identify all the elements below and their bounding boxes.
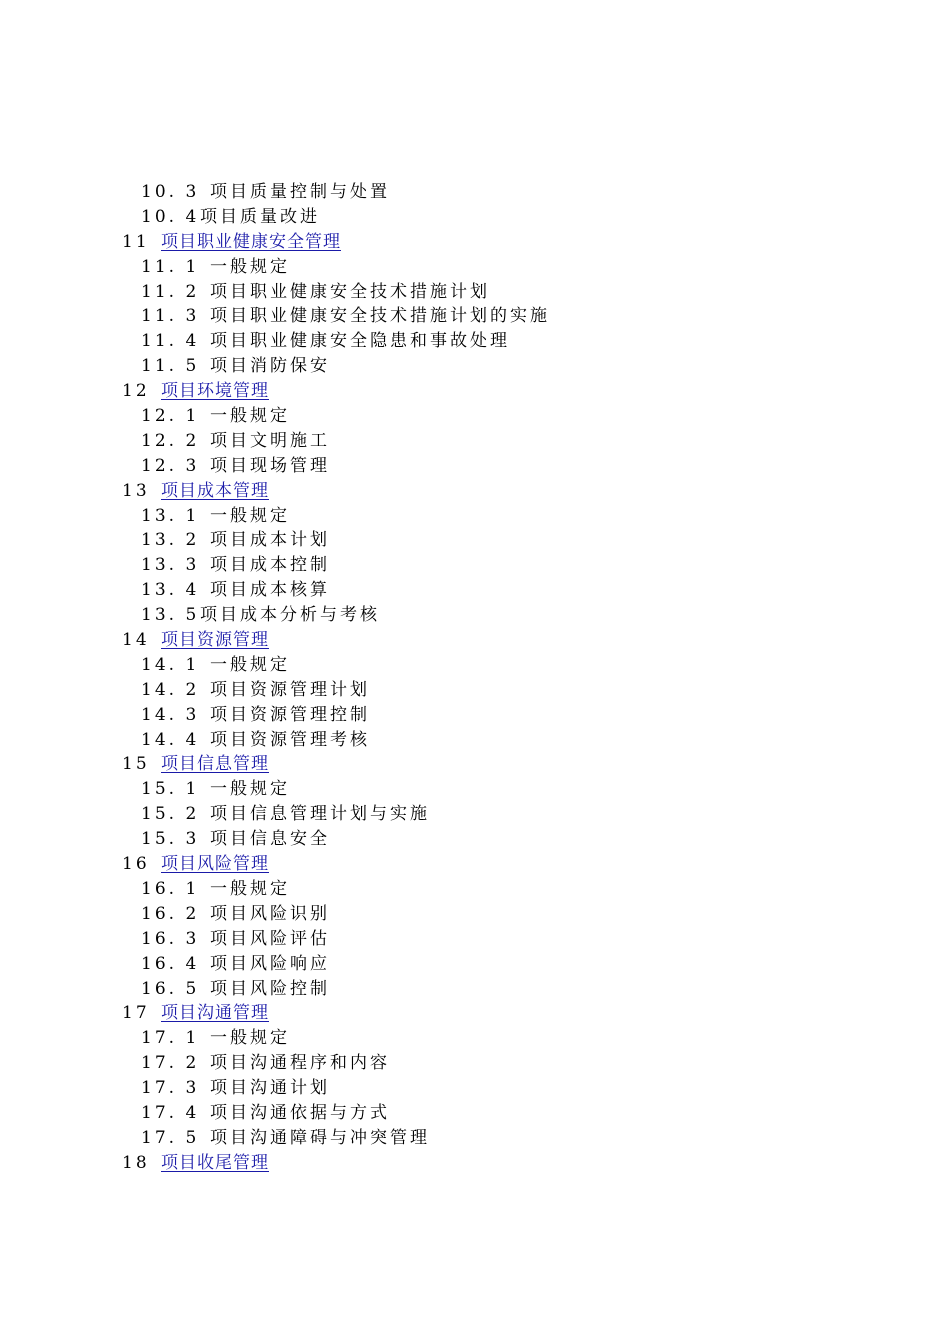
toc-number: 10. 3 [141, 182, 200, 202]
toc-section-title: 项目信息安全 [210, 829, 330, 850]
toc-section-line [0, 877, 950, 902]
toc-section-line [0, 180, 950, 205]
toc-chapter-link[interactable]: 项目收尾管理 [161, 1152, 269, 1173]
toc-number: 16. 2 [141, 903, 200, 924]
toc-section-title: 一般规定 [210, 406, 290, 427]
toc-number: 13. 1 [141, 505, 200, 526]
toc-number: 14. 1 [141, 654, 200, 675]
toc-section-line [0, 1051, 950, 1076]
toc-section-title: 一般规定 [210, 256, 290, 277]
toc-section-line [0, 977, 950, 1002]
toc-number: 17 [122, 1003, 150, 1024]
toc-section-title: 项目职业健康安全技术措施计划的实施 [210, 306, 550, 327]
toc-number: 18 [122, 1152, 150, 1173]
toc-number: 11. 2 [141, 281, 200, 302]
toc-section-line [0, 603, 950, 628]
toc-section-line [0, 728, 950, 753]
toc-number: 12 [122, 381, 150, 402]
toc-section-title: 项目质量改进 [200, 206, 320, 227]
toc-section-title: 项目风险控制 [210, 978, 330, 999]
toc-section-title: 项目沟通程序和内容 [210, 1053, 390, 1074]
toc-section-title: 一般规定 [210, 1028, 290, 1049]
toc-number: 11. 3 [141, 306, 200, 327]
toc-number: 16. 3 [141, 928, 200, 949]
toc-number: 14. 2 [141, 679, 200, 700]
toc-number: 11. 4 [141, 331, 200, 352]
toc-section-title: 项目消防保安 [210, 356, 330, 377]
toc-section-line [0, 578, 950, 603]
table-of-contents [0, 180, 950, 1176]
toc-number: 17. 1 [141, 1028, 200, 1049]
toc-chapter-link[interactable]: 项目沟通管理 [161, 1003, 269, 1024]
toc-section-line [0, 329, 950, 354]
toc-section-title: 项目文明施工 [210, 430, 330, 451]
toc-section-line [0, 927, 950, 952]
toc-section-title: 一般规定 [210, 779, 290, 800]
toc-section-title: 项目风险评估 [210, 928, 330, 949]
toc-section-title: 项目沟通计划 [210, 1078, 330, 1099]
toc-number: 13. 4 [141, 580, 200, 601]
toc-section-title: 一般规定 [210, 505, 290, 526]
toc-section-title: 项目资源管理计划 [210, 679, 370, 700]
toc-chapter-line[interactable] [0, 479, 950, 504]
toc-section-line [0, 802, 950, 827]
toc-chapter-link[interactable]: 项目信息管理 [161, 754, 269, 775]
toc-section-title: 一般规定 [210, 654, 290, 675]
toc-number: 10. 4 [141, 206, 200, 227]
toc-number: 11 [122, 231, 150, 252]
toc-chapter-line[interactable] [0, 379, 950, 404]
toc-chapter-link[interactable]: 项目职业健康安全管理 [161, 231, 341, 252]
toc-number: 16. 1 [141, 878, 200, 899]
toc-section-line [0, 703, 950, 728]
toc-number: 11. 1 [141, 256, 200, 277]
toc-section-line [0, 1101, 950, 1126]
toc-number: 17. 5 [141, 1127, 200, 1148]
toc-number: 13. 5 [141, 605, 200, 626]
toc-number: 12. 1 [141, 406, 200, 427]
toc-section-line [0, 827, 950, 852]
toc-number: 13. 3 [141, 555, 200, 576]
toc-number: 17. 4 [141, 1102, 200, 1123]
toc-section-line [0, 255, 950, 280]
toc-section-title: 项目质量控制与处置 [210, 182, 390, 202]
toc-section-title: 项目成本核算 [210, 580, 330, 601]
toc-number: 15 [122, 754, 150, 775]
toc-section-line [0, 1126, 950, 1151]
toc-section-line [0, 528, 950, 553]
toc-chapter-link[interactable]: 项目资源管理 [161, 630, 269, 651]
toc-number: 16. 4 [141, 953, 200, 974]
toc-section-line [0, 777, 950, 802]
toc-section-title: 项目职业健康安全隐患和事故处理 [210, 331, 510, 352]
toc-section-line [0, 280, 950, 305]
toc-chapter-link[interactable]: 项目成本管理 [161, 480, 269, 501]
toc-number: 17. 3 [141, 1078, 200, 1099]
toc-section-title: 项目沟通障碍与冲突管理 [210, 1127, 430, 1148]
toc-section-line [0, 952, 950, 977]
toc-section-title: 项目职业健康安全技术措施计划 [210, 281, 490, 302]
toc-section-title: 项目成本计划 [210, 530, 330, 551]
toc-number: 12. 2 [141, 430, 200, 451]
toc-section-title: 项目风险识别 [210, 903, 330, 924]
toc-section-line [0, 454, 950, 479]
toc-section-line [0, 1076, 950, 1101]
toc-number: 16. 5 [141, 978, 200, 999]
toc-section-line [0, 653, 950, 678]
toc-number: 17. 2 [141, 1053, 200, 1074]
toc-section-title: 项目信息管理计划与实施 [210, 804, 430, 825]
toc-section-line [0, 553, 950, 578]
toc-section-line [0, 354, 950, 379]
toc-section-line [0, 429, 950, 454]
toc-chapter-line[interactable] [0, 852, 950, 877]
toc-chapter-line[interactable] [0, 752, 950, 777]
toc-chapter-line[interactable] [0, 230, 950, 255]
toc-chapter-line[interactable] [0, 1001, 950, 1026]
toc-chapter-line[interactable] [0, 628, 950, 653]
toc-chapter-link[interactable]: 项目风险管理 [161, 854, 269, 875]
toc-section-line [0, 304, 950, 329]
toc-number: 14. 4 [141, 729, 200, 750]
toc-number: 14 [122, 630, 150, 651]
toc-section-title: 项目风险响应 [210, 953, 330, 974]
toc-section-title: 项目成本控制 [210, 555, 330, 576]
toc-section-title: 项目资源管理控制 [210, 704, 370, 725]
toc-section-line [0, 205, 950, 230]
toc-number: 15. 3 [141, 829, 200, 850]
toc-number: 15. 2 [141, 804, 200, 825]
toc-number: 13 [122, 480, 150, 501]
toc-number: 13. 2 [141, 530, 200, 551]
toc-chapter-line[interactable] [0, 1151, 950, 1176]
toc-section-line [0, 404, 950, 429]
toc-number: 12. 3 [141, 455, 200, 476]
toc-section-line [0, 678, 950, 703]
toc-section-title: 一般规定 [210, 878, 290, 899]
toc-number: 15. 1 [141, 779, 200, 800]
toc-section-title: 项目成本分析与考核 [200, 605, 380, 626]
toc-section-line [0, 902, 950, 927]
toc-number: 14. 3 [141, 704, 200, 725]
toc-section-line [0, 1026, 950, 1051]
toc-number: 16 [122, 854, 150, 875]
toc-section-title: 项目现场管理 [210, 455, 330, 476]
toc-number: 11. 5 [141, 356, 200, 377]
toc-chapter-link[interactable]: 项目环境管理 [161, 381, 269, 402]
toc-section-title: 项目沟通依据与方式 [210, 1102, 390, 1123]
toc-section-title: 项目资源管理考核 [210, 729, 370, 750]
toc-section-line [0, 504, 950, 529]
